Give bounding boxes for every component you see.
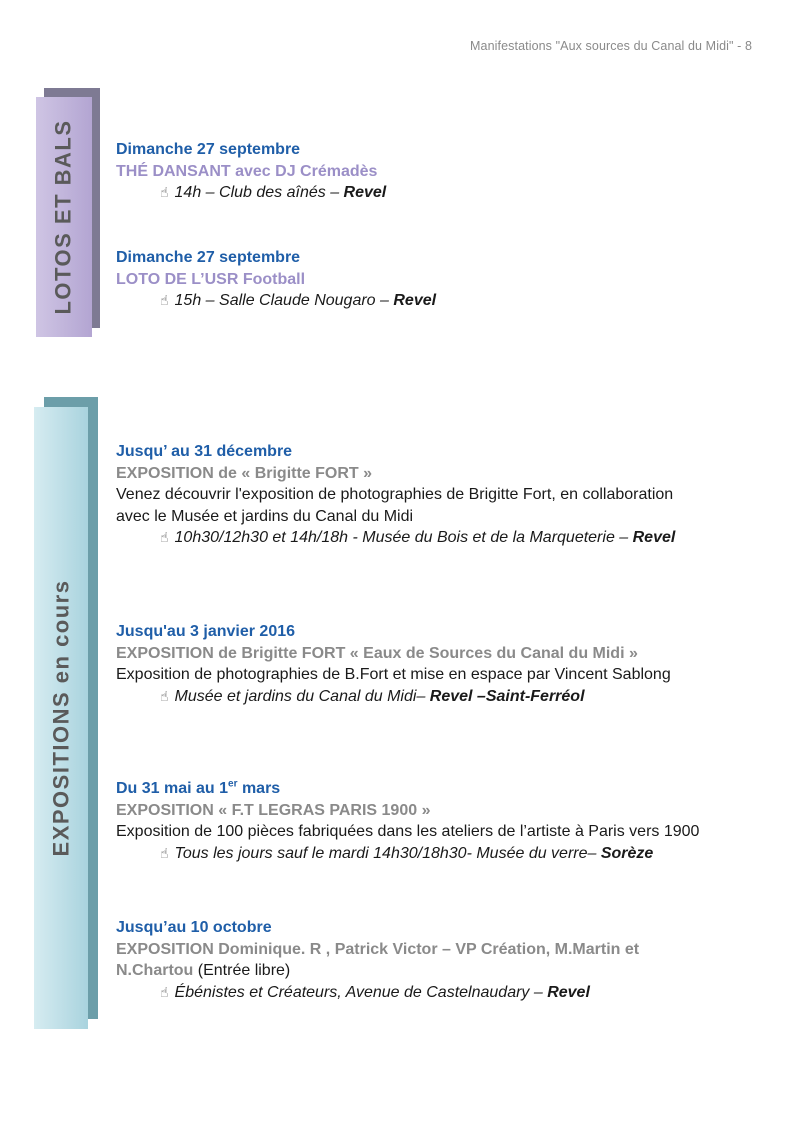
expo-location bbox=[116, 527, 675, 549]
event-item bbox=[116, 139, 386, 204]
expo-location bbox=[116, 982, 639, 1004]
expo-title: EXPOSITION Dominique. R , Patrick Victor – VP Création, M.Martin et bbox=[116, 940, 640, 958]
hand-pointer-icon: ☝ bbox=[160, 983, 169, 1000]
event-title: LOTO DE L’USR Football bbox=[116, 270, 306, 288]
expo-location bbox=[116, 843, 699, 865]
expo-location-text: 10h30/12h30 et 14h/18h - Musée du Bois et de la Marqueterie – bbox=[174, 529, 633, 546]
expo-date bbox=[116, 778, 699, 800]
event-city: Revel bbox=[343, 184, 387, 201]
section-title-expositions: EXPOSITIONS en cours bbox=[48, 579, 74, 857]
expo-location-text: Ébénistes et Créateurs, Avenue de Castelnaudary – bbox=[174, 983, 548, 1001]
tab-face bbox=[36, 97, 92, 337]
expo-description-line: Venez découvrir l'exposition de photographies de Brigitte Fort, en collaboration bbox=[116, 486, 674, 503]
expo-description-line: avec le Musée et jardins du Canal du Midi bbox=[116, 507, 414, 525]
event-location-text: 15h – Salle Claude Nougaro – bbox=[174, 292, 394, 309]
expo-location-text: Tous les jours sauf le mardi 14h30/18h30- Musée du verre– bbox=[174, 844, 601, 862]
hand-pointer-icon: ☝ bbox=[160, 844, 169, 861]
tab-face bbox=[34, 407, 88, 1029]
expo-title-continued bbox=[116, 960, 639, 982]
page-header: Manifestations "Aux sources du Canal du Midi" - 8 bbox=[470, 39, 752, 53]
expo-title: EXPOSITION « F.T LEGRAS PARIS 1900 » bbox=[116, 801, 431, 819]
section-title-lotos: LOTOS ET BALS bbox=[51, 119, 77, 315]
event-date: Dimanche 27 septembre bbox=[116, 249, 301, 266]
event-location-text: 14h – Club des aînés – bbox=[174, 184, 344, 201]
event-date: Dimanche 27 septembre bbox=[116, 141, 301, 158]
expo-city: Revel bbox=[547, 983, 590, 1001]
expo-title: EXPOSITION de « Brigitte FORT » bbox=[116, 464, 373, 482]
hand-pointer-icon: ☝ bbox=[160, 292, 169, 308]
expo-item bbox=[116, 778, 699, 864]
expo-location-text: Musée et jardins du Canal du Midi– bbox=[174, 687, 430, 705]
expo-date-start: Du 31 mai au 1 bbox=[116, 780, 229, 797]
hand-pointer-icon: ☝ bbox=[160, 184, 169, 200]
expo-item bbox=[116, 441, 675, 549]
section-tab-lotos bbox=[36, 97, 92, 337]
expo-city: Revel –Saint-Ferréol bbox=[429, 687, 585, 705]
expo-title: EXPOSITION de Brigitte FORT « Eaux de Sources du Canal du Midi » bbox=[116, 644, 638, 662]
expo-description-line: Exposition de 100 pièces fabriquées dans les ateliers de l’artiste à Paris vers 1900 bbox=[116, 823, 700, 840]
hand-pointer-icon: ☝ bbox=[160, 687, 169, 704]
section-tab-expositions bbox=[34, 407, 88, 1029]
hand-pointer-icon: ☝ bbox=[160, 529, 169, 545]
expo-date-sup: er bbox=[228, 778, 238, 790]
expo-location bbox=[116, 686, 671, 708]
expo-date: Jusqu’ au 31 décembre bbox=[116, 443, 293, 460]
expo-item bbox=[116, 917, 639, 1003]
event-item bbox=[116, 247, 436, 312]
expo-date: Jusqu’au 10 octobre bbox=[116, 919, 272, 936]
expo-item bbox=[116, 621, 671, 707]
expo-city: Revel bbox=[632, 529, 676, 546]
expo-date-end: mars bbox=[237, 780, 281, 797]
event-location bbox=[116, 182, 386, 204]
event-city: Revel bbox=[393, 292, 437, 309]
event-title: THÉ DANSANT avec DJ Crémadès bbox=[116, 162, 378, 180]
expo-title-suffix: (Entrée libre) bbox=[193, 962, 291, 979]
expo-description-line: Exposition de photographies de B.Fort et mise en espace par Vincent Sablong bbox=[116, 666, 671, 683]
event-location bbox=[116, 290, 436, 312]
expo-city: Sorèze bbox=[600, 844, 654, 862]
expo-date: Jusqu'au 3 janvier 2016 bbox=[116, 623, 296, 640]
expo-title-line2: N.Chartou bbox=[116, 962, 194, 979]
